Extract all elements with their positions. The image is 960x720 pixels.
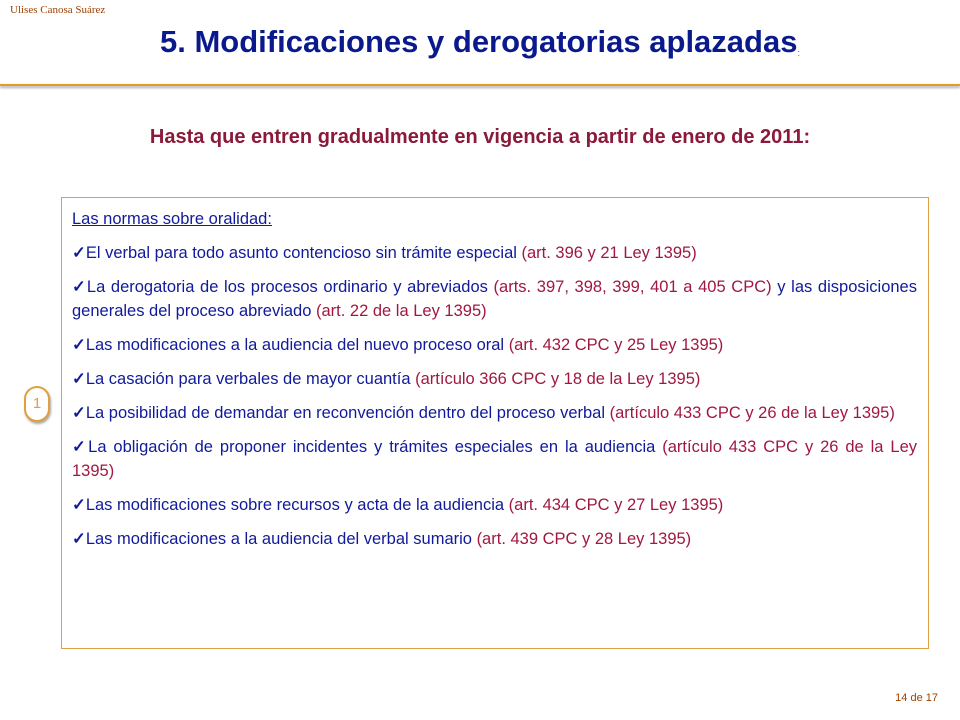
item-text-continued: y las disposiciones generales del proceso abreviado bbox=[72, 278, 917, 320]
author-name: Ulises Canosa Suárez bbox=[10, 4, 106, 16]
item-text: Las modificaciones a la audiencia del verbal sumario bbox=[85, 530, 472, 548]
item-text: La posibilidad de demandar en reconvención dentro del proceso verbal bbox=[85, 404, 606, 422]
check-icon: ✓ bbox=[72, 278, 87, 296]
slide-title-text: 5. Modificaciones y derogatorias aplazadas bbox=[160, 24, 798, 59]
slide-title bbox=[0, 24, 960, 60]
list-item bbox=[72, 333, 917, 357]
check-icon: ✓ bbox=[72, 244, 86, 262]
list-item bbox=[72, 241, 917, 265]
item-text: Las modificaciones sobre recursos y acta de la audiencia bbox=[85, 496, 505, 514]
item-reference: (artículo 366 CPC y 18 de la Ley 1395) bbox=[415, 370, 701, 388]
box-heading: Las normas sobre oralidad: bbox=[72, 210, 272, 228]
list-item bbox=[72, 527, 917, 551]
list-item bbox=[72, 367, 917, 391]
item-text: La obligación de proponer incidentes y trámites especiales en la audiencia bbox=[88, 438, 656, 456]
check-icon: ✓ bbox=[72, 404, 86, 422]
slide-title-suffix: : bbox=[797, 48, 800, 58]
check-icon: ✓ bbox=[72, 496, 86, 514]
item-reference: (artículo 433 CPC y 26 de la Ley 1395) bbox=[72, 438, 917, 480]
title-divider bbox=[0, 84, 960, 86]
item-reference: (artículo 433 CPC y 26 de la Ley 1395) bbox=[609, 404, 895, 422]
slide-number-badge: 1 bbox=[24, 386, 50, 422]
item-reference: (arts. 397, 398, 399, 401 a 405 CPC) bbox=[493, 278, 772, 296]
item-reference: (art. 434 CPC y 27 Ley 1395) bbox=[508, 496, 724, 514]
item-text: La casación para verbales de mayor cuantía bbox=[85, 370, 411, 388]
check-icon: ✓ bbox=[72, 370, 86, 388]
page-number: 14 de 17 bbox=[895, 692, 938, 704]
item-text: El verbal para todo asunto contencioso sin trámite especial bbox=[85, 244, 517, 262]
list-item bbox=[72, 493, 917, 517]
list-item bbox=[72, 275, 917, 323]
check-icon: ✓ bbox=[72, 438, 89, 456]
item-reference-continued: (art. 22 de la Ley 1395) bbox=[316, 302, 487, 320]
check-icon: ✓ bbox=[72, 530, 86, 548]
slide-subtitle: Hasta que entren gradualmente en vigencia a partir de enero de 2011: bbox=[149, 126, 811, 148]
item-reference: (art. 439 CPC y 28 Ley 1395) bbox=[476, 530, 692, 548]
content-box bbox=[61, 197, 929, 649]
item-reference: (art. 432 CPC y 25 Ley 1395) bbox=[508, 336, 724, 354]
item-reference: (art. 396 y 21 Ley 1395) bbox=[521, 244, 697, 262]
check-icon: ✓ bbox=[72, 336, 86, 354]
item-text: La derogatoria de los procesos ordinario y abreviados bbox=[86, 278, 488, 296]
list-item bbox=[72, 435, 917, 483]
list-item bbox=[72, 401, 917, 425]
item-text: Las modificaciones a la audiencia del nuevo proceso oral bbox=[85, 336, 505, 354]
